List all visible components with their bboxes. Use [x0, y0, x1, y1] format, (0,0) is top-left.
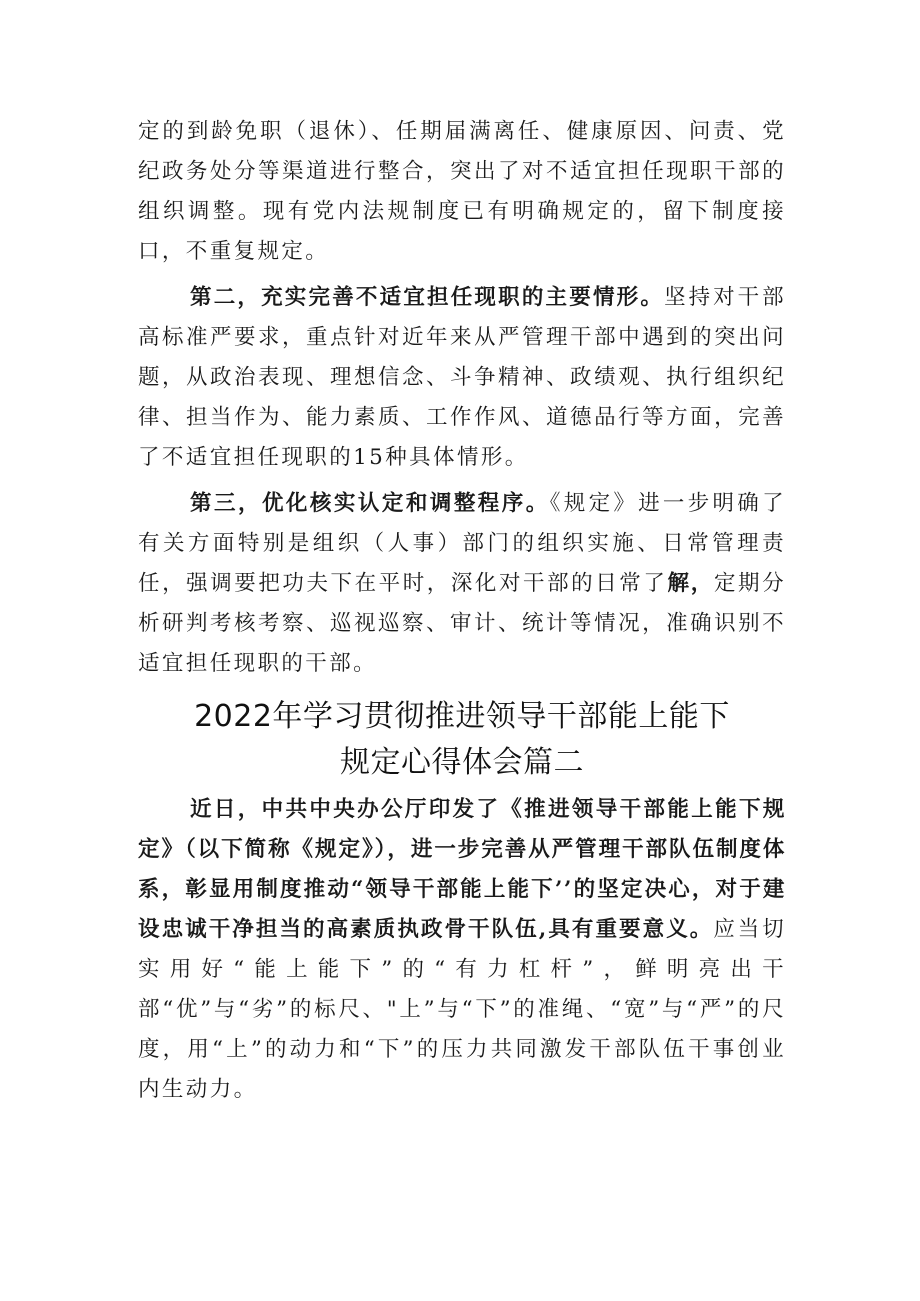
paragraph-2-body: 坚持对干部高标准严要求，重点针对近年来从严管理干部中遇到的突出问题，从政治表现、理想信念、斗争精神、政绩观、执行组织纪律、担当作为、能力素质、工作作风、道德品行等方面，完善了不适宜担任现职的15种具体情形。 [138, 285, 786, 470]
section-title-line-2: 规定心得体会篇二 [340, 745, 584, 780]
paragraph-4 [138, 790, 786, 1110]
paragraph-3-body-b: 定期分析研判考核考察、巡视巡察、审计、统计等情况，准确识别不适宜担任现职的干部。 [138, 571, 786, 676]
paragraph-4-body: 应当切实用好“能上能下”的“有力杠杆”，鲜明亮出干部“优”与“劣”的标尺、"上”与“下”的准绳、“宽”与“严”的尺度，用“上”的动力和“下”的压力共同激发干部队伍干事创业内生动力。 [138, 917, 786, 1102]
paragraph-3 [138, 484, 786, 684]
section-title [138, 694, 786, 786]
paragraph-2-lead: 第二，充实完善不适宜担任现职的主要情形。 [190, 285, 665, 310]
paragraph-3-lead: 第三，优化核实认定和调整程序。 [190, 491, 550, 516]
paragraph-4-bold: 近日，中共中央办公厅印发了《推进领导干部能上能下规定》（以下简称《规定》），进一步完善从严管理干部队伍制度体系，彰显用制度推动“领导干部能上能下’’的坚定决心，对于建设忠诚干净担当的高素质执政骨干队伍,具有重要意义。 [138, 797, 786, 942]
paragraph-3-body-bold: 解， [667, 571, 714, 596]
paragraph-1 [138, 112, 786, 272]
document-page [138, 112, 786, 1110]
section-title-line-1: 2022年学习贯彻推进领导干部能上能下 [194, 699, 730, 734]
paragraph-1-text: 定的到龄免职（退休）、任期届满离任、健康原因、问责、党纪政务处分等渠道进行整合，突出了对不适宜担任现职干部的组织调整。现有党内法规制度已有明确规定的，留下制度接口，不重复规定。 [138, 119, 786, 264]
paragraph-3-body-a: 《规定》进一步明确了有关方面特别是组织（人事）部门的组织实施、日常管理责任，强调要把功夫下在平时，深化对干部的日常了 [138, 491, 786, 596]
paragraph-2 [138, 278, 786, 478]
